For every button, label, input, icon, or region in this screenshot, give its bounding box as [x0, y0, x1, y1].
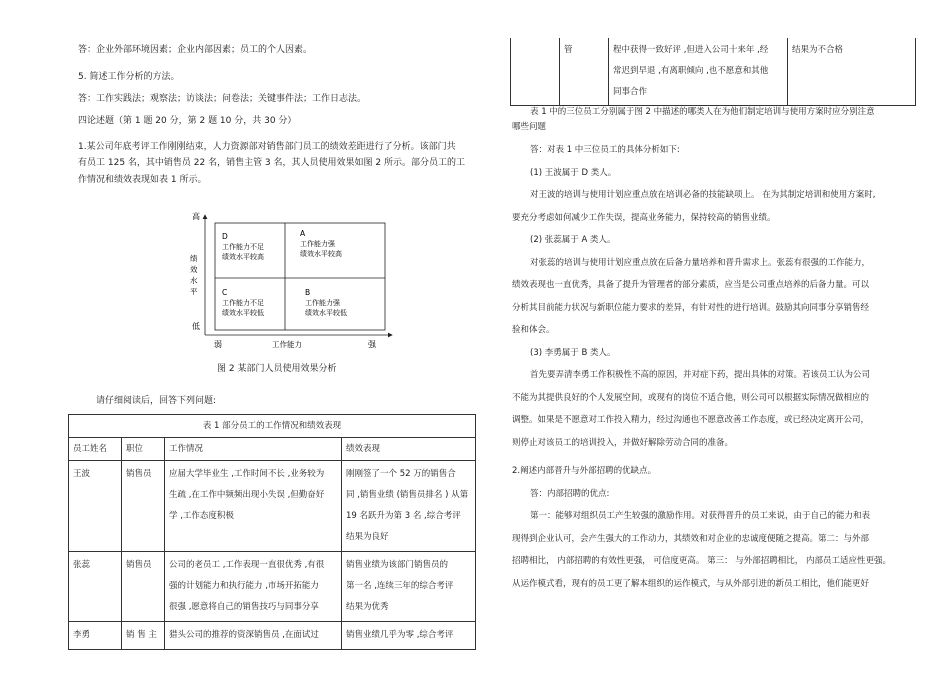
figure-caption: 图 2 某部门人员使用效果分析 [217, 364, 337, 374]
answer-line: 不能为其提供良好的个人发展空间，或现有的岗位不适合他，则公司可以根据实际情况做相应的 [512, 392, 870, 403]
cell-position: 管 [560, 38, 609, 106]
quadrant-letter: C [222, 288, 228, 297]
answer-text-2: 答：工作实践法；观察法；访谈法；问卷法；关键事件法；工作日志法。 [78, 94, 367, 104]
answer-line: 招聘相比， 内部招聘的有效性更强， 可信度更高。 第三： 与外部招聘相比， 内部员工适应性更强。 [512, 556, 892, 566]
x-low-label: 弱 [214, 340, 222, 349]
cell-work: 程中获得一致好评 ,但进入公司十来年 ,经 常迟到早退 ,有离职倾向 ,也不愿意和其他 同事合作 [609, 38, 788, 106]
y-axis-char: 水 [190, 276, 198, 285]
table-row [69, 622, 476, 650]
employee-table [68, 414, 476, 650]
question-line: 2.阐述内部晋升与外部招聘的优缺点。 [512, 466, 657, 476]
table-row [69, 461, 476, 552]
y-low-label: 低 [192, 322, 200, 331]
quadrant-desc: 工作能力不足 [222, 243, 264, 251]
answer-line: (3) 李勇属于 B 类人。 [530, 347, 616, 358]
cell-work: 猎头公司的推荐的资深销售员 ,在面试过 [165, 622, 342, 650]
cell-name: 李勇 [69, 622, 122, 650]
cell-performance: 结果为不合格 [788, 38, 916, 106]
cell-performance: 刚刚签了一个 52 万的销售合 同 ,销售业绩 (销售员排名 ) 从第 19 名跃升为第 3 名 ,综合考评 结果为良好 [342, 461, 476, 552]
table-header: 绩效表现 [342, 438, 476, 461]
cell-name: 张蕊 [69, 552, 122, 622]
answer-line: 则停止对该员工的培训投入，并做好解除劳动合同的准备。 [512, 437, 734, 448]
answer-line: 答：对表 1 中三位员工的具体分析如下: [530, 145, 680, 155]
answer-line: 答：内部招聘的优点: [530, 488, 610, 499]
case-text-line-3: 作情况和绩效表现如表 1 所示。 [78, 175, 207, 185]
question-line: 表 1 中的三位员工分别属于图 2 中描述的哪类人在为他们制定培训与使用方案时应分别注意 [530, 107, 875, 117]
table-row [69, 552, 476, 622]
case-text-line-1: 1.某公司年底考评工作刚刚结束，人力资源部对销售部门员工的绩效差距进行了分析。该部门共 [78, 142, 456, 152]
cell-work: 公司的老员工 ,工作表现一直很优秀 ,有很 强的计划能力和执行能力 ,市场开拓能力 很强 ,愿意将自己的销售技巧与同事分享 [165, 552, 342, 622]
y-axis-char: 效 [190, 265, 198, 274]
employee-table-continued [510, 38, 916, 106]
answer-line: (2) 张蕊属于 A 类人。 [530, 235, 616, 245]
cell-performance: 销售业绩为该部门销售员的 第一名 ,连续三年的综合考评 结果为优秀 [342, 552, 476, 622]
cell-position: 销 售 主 [122, 622, 165, 650]
right-column-text [512, 105, 932, 595]
answer-line: 要充分考虑如何减少工作失误，提高业务能力，保持较高的销售业绩。 [512, 212, 776, 223]
answer-line: 对王波的培训与使用计划应重点放在培训必备的技能缺项上。 在为其制定培训和使用方案时, [530, 190, 876, 200]
table-header: 职位 [122, 438, 165, 461]
cell-position: 销售员 [122, 552, 165, 622]
x-axis-label: 工作能力 [272, 340, 302, 349]
quadrant-desc: 绩效水平较低 [305, 309, 347, 317]
cell-position: 销售员 [122, 461, 165, 552]
answer-line: 从运作模式看，现有的员工更了解本组织的运作模式，与从外部引进的新员工相比，他们能更好 [512, 578, 870, 589]
instruction-text: 请仔细阅读后，回答下列问题: [96, 396, 217, 406]
quadrant-desc: 绩效水平较高 [300, 250, 342, 258]
answer-line: 对张蕊的培训与使用计划应重点放在后备力量培养和晋升需求上。张蕊有很强的工作能力， [530, 257, 871, 268]
answer-line: 验和体会。 [512, 325, 555, 335]
quadrant-desc: 工作能力强 [300, 240, 335, 248]
quadrant-letter: A [300, 229, 306, 238]
quadrant-figure [180, 205, 410, 355]
section-heading: 四论述题（第 1 题 20 分，第 2 题 10 分，共 30 分） [78, 116, 297, 126]
y-axis-char: 平 [190, 287, 198, 296]
quadrant-desc: 绩效水平较低 [222, 309, 264, 317]
cell-name: 王波 [69, 461, 122, 552]
x-high-label: 强 [368, 340, 376, 349]
table-header: 员工姓名 [69, 438, 122, 461]
question-5: 5. 简述工作分析的方法。 [78, 72, 180, 82]
y-axis-char: 绩 [190, 254, 198, 263]
answer-line: 首先要弄清李勇工作积极性不高的原因，并对症下药，提出具体的对策。若该员工认为公司 [530, 370, 871, 380]
cell-performance: 销售业绩几乎为零 ,综合考评 [342, 622, 476, 650]
quadrant-letter: B [305, 288, 311, 297]
quadrant-letter: D [222, 232, 228, 241]
quadrant-desc: 工作能力强 [305, 299, 340, 307]
question-line: 哪些问题 [512, 122, 547, 132]
quadrant-desc: 工作能力不足 [222, 299, 264, 307]
y-high-label: 高 [192, 212, 200, 221]
answer-line: 绩效表现也一直优秀，具备了提升为管理者的部分素质，应当是公司重点培养的后备力量。可以 [512, 280, 870, 290]
answer-line: 现得到企业认可，会产生强大的工作动力，其绩效和对企业的忠诚度便随之提高。第二：与外部 [512, 533, 870, 544]
cell-work: 应届大学毕业生 ,工作时间不长 ,业务较为 生疏 ,在工作中频频出现小失误 ,但勤奋好 学 ,工作态度积极 [165, 461, 342, 552]
answer-line: (1) 王波属于 D 类人。 [530, 167, 617, 178]
answer-line: 第一：能够对组织员工产生较强的激励作用。对获得晋升的员工来说，由于自己的能力和表 [530, 511, 871, 521]
answer-line: 分析其目前能力状况与新职位能力要求的差异，有针对性的进行培训。鼓励其向同事分享销售经 [512, 302, 870, 313]
case-text-line-2: 有员工 125 名，其中销售员 22 名，销售主管 3 名，其人员使用效果如图 2 所示。部分员工的工 [78, 158, 465, 168]
table-header: 工作情况 [165, 438, 342, 461]
answer-line: 调整。如果是不愿意对工作投入精力，经过沟通也不愿意改善工作态度，或已经决定离开公司， [512, 415, 870, 425]
quadrant-desc: 绩效水平较高 [222, 253, 264, 261]
table-row [511, 38, 916, 106]
table-caption: 表 1 部分员工的工作情况和绩效表现 [69, 415, 476, 438]
answer-text-1: 答：企业外部环境因素；企业内部因素；员工的个人因素。 [78, 45, 313, 55]
